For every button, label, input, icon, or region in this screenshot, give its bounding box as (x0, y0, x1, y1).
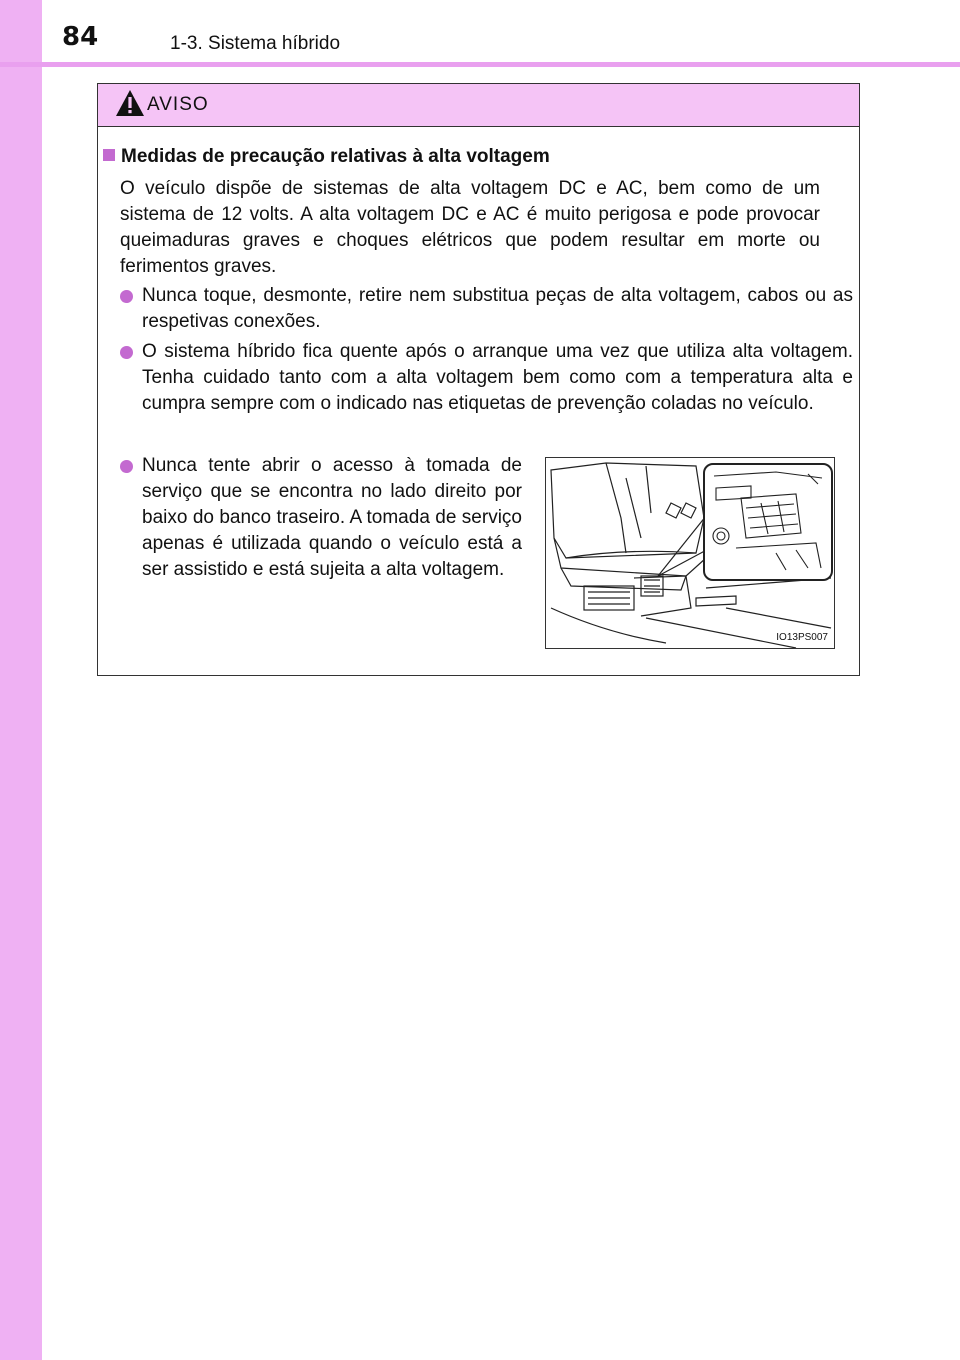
rear-seat-drawing (546, 458, 835, 649)
section-title: 1-3. Sistema híbrido (170, 33, 341, 54)
figure-code: IO13PS007 (776, 632, 828, 643)
warning-label: AVISO (147, 94, 209, 115)
list-item-text: Nunca tente abrir o acesso à tomada de serviço que se encontra no lado direito por baixo do banco traseiro. A tomada de serviço apenas é utilizada quando o veículo está a ser assistido e está sujeita a alta voltagem. (142, 455, 522, 580)
circle-bullet-icon (120, 460, 133, 473)
service-plug-illustration (545, 457, 835, 649)
warning-heading (103, 146, 550, 168)
page-number: 84 (62, 22, 99, 52)
circle-bullet-icon (120, 290, 133, 303)
warning-triangle-icon (115, 89, 145, 117)
page-side-tab (0, 0, 42, 1360)
list-item-text: Nunca toque, desmonte, retire nem substitua peças de alta voltagem, cabos ou as respetivas conexões. (142, 285, 853, 332)
header-rule (0, 62, 960, 67)
square-bullet-icon (103, 149, 115, 161)
warning-header (98, 84, 859, 127)
circle-bullet-icon (120, 346, 133, 359)
list-item-text: O sistema híbrido fica quente após o arranque uma vez que utiliza alta voltagem. Tenha cuidado tanto com a alta voltagem bem como com a temperatura alta e cumpra sempre com o indicado nas etiquetas de prevenção coladas no veículo. (142, 341, 853, 414)
intro-paragraph: O veículo dispõe de sistemas de alta voltagem DC e AC, bem como de um sistema de 12 volts. A alta voltagem DC e AC é muito perigosa e pode provocar queimaduras graves e choques elétricos que podem resultar em morte ou ferimentos graves. (120, 178, 820, 277)
warning-box (97, 83, 860, 676)
warning-heading-text: Medidas de precaução relativas à alta voltagem (121, 146, 550, 167)
